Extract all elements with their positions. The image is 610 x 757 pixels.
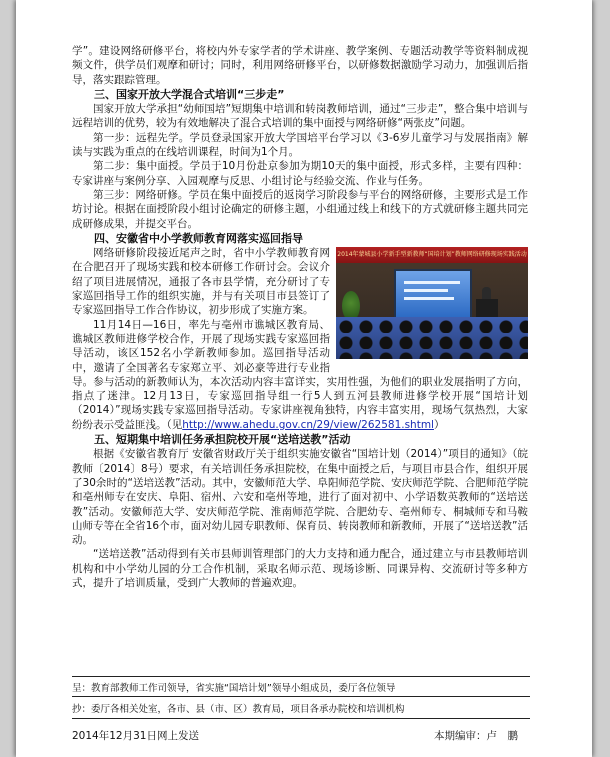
event-photo [336,247,528,359]
footer-rule-top [72,676,530,677]
paragraph: 第一步：远程先学。学员登录国家开放大学国培平台学习以《3-6岁儿童学习与发展指南》解读与实践为重点的在线培训课程，时间为1个月。 [72,131,528,159]
publish-line [72,728,530,743]
paragraph: “送培送教”活动得到有关市县师训管理部门的大力支持和通力配合，通过建立与市县教师培训机构和中小学幼儿园的分工合作机制，采取名师示范、现场诊断、同课异构、交流研讨等多种方式，提升了培训质量，受到广大教师的普遍欢迎。 [72,548,528,589]
paragraph: 根据《安徽省教育厅 安徽省财政厅关于组织实施安徽省“国培计划（2014）”项目的通知》（皖教师〔2014〕8号）要求，有关培训任务承担院校，在集中面授之后，与项目市县合作，组织开展了30余时的“送培送教”活动。其中，安徽师范大学、阜阳师范学院、安庆师范学院、合肥师范学院和亳州师专在安庆、阜阳、宿州、六安和亳州等地，进行了面对初中、小学语数英教师的“送培送教”活动。安徽师范大学、安庆师范学院、淮南师范学院、合肥幼专、亳州师专、桐城师专和马鞍山师专等在全省16个市，面对幼儿园专职教师、保育员、转岗教师和新教师，开展了“送培送教”活动。 [72,448,528,547]
paragraph: 11月14日—16日，率先与亳州市谯城区教育局、谯城区教师进修学校合作，开展了现场实践专家巡回指导活动，该区152名小学新教师参加。巡回指导活动中，邀请了全国著名专家郑立平、刘必豪等进行专业指导。参与活动的新教师认为，本次活动内容丰富详实，实用性强，为他们的职业发展指明了方向，指点了迷津。12月13日，专家巡回指导组一行5人到五河县教师进修学校开展“国培计划（2014）”现场实践专家巡回指导活动。专家讲座视角独特，内容丰富实用，现场气氛热烈，大家纷纷表示受益匪浅。（见http://www.ahedu.gov.cn/29/view/262581.shtml） [72,318,528,431]
paragraph: 学”。建设网络研修平台，将校内外专家学者的学术讲座、教学案例、专题活动教学等资料制成视频文件，供学员们观摩和研讨；同时，利用网络研修平台，以研修数据激励学习动力，加强训后指导，落实跟踪管理。 [72,45,528,86]
paragraph: 第二步：集中面授。学员于10月份赴京参加为期10天的集中面授，形式多样，主要有四种：专家讲座与案例分享、入园观摩与反思、小组讨论与经验交流、作业与任务。 [72,160,528,187]
section-heading-3: 三、国家开放大学混合式培训“三步走” [94,87,285,101]
source-link[interactable]: http://www.ahedu.gov.cn/29/view/262581.shtml [182,418,434,431]
photo-section [72,246,528,432]
section-heading-5: 五、短期集中培训任务承担院校开展“送培送教”活动 [94,433,351,447]
chao-line: 抄：委厅各相关处室，各市、县（市、区）教育局，项目各承办院校和培训机构 [72,704,405,715]
audience [336,317,528,359]
footer-rule-bottom [72,718,530,719]
editor-credit: 本期编审：卢 鹏 [434,730,518,742]
publish-date: 2014年12月31日网上发送 [72,730,199,742]
projection-screen [394,269,472,319]
paragraph: 网络研修阶段接近尾声之时，省中小学教师教育网在合肥召开了现场实践和校本研修工作研讨会。会议介绍了项目进展情况，通报了各市县学情，充分研讨了专家巡回指导工作的组织实施，并与有关项目市县签订了专家巡回指导工作合作协议，初步形成了实施方案。 [72,247,330,317]
cheng-line: 呈：教育部教师工作司领导，省实施“国培计划”领导小组成员，委厅各位领导 [72,683,396,694]
paragraph-text: 11月14日—16日，率先与亳州市谯城区教育局、谯城区教师进修学校合作，开展了现场实践专家巡回指导活动，该区152名小学新教师参加。巡回指导活动中，邀请了全国著名专家郑立平、刘必豪等进行专业指导。参与活动的新教师认为，本次活动内容丰富详实，实用性强，为他们的职业发展指明了方向，指点了迷津。12月13日，专家巡回指导组一行5人到五河县教师进修学校开展“国培计划（2014）”现场实践专家巡回指导活动。专家讲座视角独特，内容丰富实用，现场气氛热烈，大家纷纷表示受益匪浅。（见 [72,318,528,431]
photo-banner: 2014年蒙城县小学新手型新教师“国培计划”教师网络研修现场实践活动 [336,247,528,263]
section-heading-4: 四、安徽省中小学教师教育网落实巡回指导 [94,231,303,245]
document-body [72,44,528,590]
paragraph: 第三步：网络研修。学员在集中面授后的返岗学习阶段参与平台的网络研修，主要形式是工作坊讨论。根据在面授阶段小组讨论确定的研修主题，小组通过线上和线下的方式就研修主题共同完成研修成果，并提交平台。 [72,188,528,230]
footer-rule-middle [72,696,530,697]
paragraph: 国家开放大学承担“幼师国培”短期集中培训和转岗教师培训，通过“三步走”，整合集中培训与远程培训的优势，较为有效地解决了混合式培训的集中面授与网络研修“两张皮”问题。 [72,103,528,130]
